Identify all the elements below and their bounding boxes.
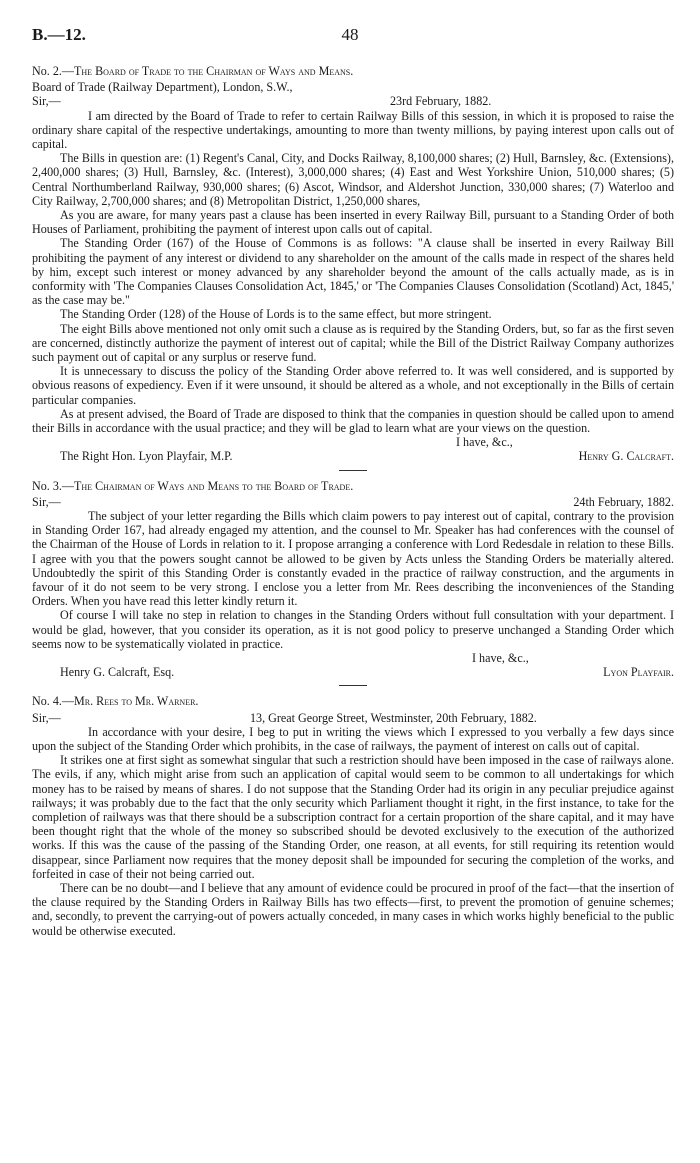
letter-number: No. 4.— [32, 694, 74, 709]
letter-heading: The Board of Trade to the Chairman of Ways and Means. [74, 64, 354, 78]
letter-title [32, 64, 674, 78]
addressee-signature-row [32, 665, 674, 679]
section-divider [339, 470, 367, 471]
paragraph: The Standing Order (167) of the House of Commons is as follows: "A clause shall be inserted in every Railway Bill prohibiting the payment of any interest or dividend to any shareholder on the amount of the calls made in respect of the shares held by him, except such interest or money advanced by any shareholder beyond the amount of the calls actually made, as is in conformity with 'The Companies Clauses Consolidation Act, 1845,' or 'The Companies Clauses Consolidation (Scotland) Act, 1845,' as the case may be." [32, 236, 674, 308]
document-body [32, 64, 674, 938]
salutation: Sir,— [32, 710, 61, 725]
signature: Henry G. Calcraft. [578, 449, 674, 464]
letter-number: No. 3.— [32, 478, 74, 493]
addressee: The Right Hon. Lyon Playfair, M.P. [60, 449, 233, 464]
paragraph: In accordance with your desire, I beg to put in writing the views which I expressed to you verbally a few days since upon the subject of the Standing Order which prohibits, in the case of railways, the payment of interest on calls out of capital. [32, 724, 674, 754]
salutation: Sir,— [32, 94, 61, 109]
sender-address: Board of Trade (Railway Department), London, S.W., [32, 80, 293, 95]
paragraph: As at present advised, the Board of Trade are disposed to think that the companies in question should be called upon to amend their Bills in accordance with the usual practice; and they will be glad to learn what are your views on the question. [32, 406, 674, 436]
addressee-signature-row [32, 449, 674, 463]
page-number: 48 [341, 25, 359, 44]
letter-title [32, 479, 674, 493]
page-header [32, 25, 668, 50]
addressee: Henry G. Calcraft, Esq. [60, 665, 175, 680]
letter-heading: Mr. Rees to Mr. Warner. [74, 694, 199, 709]
letter-date: 24th February, 1882. [573, 494, 674, 509]
letter-date: 13, Great George Street, Westminster, 20th February, 1882. [250, 710, 537, 725]
paragraph: The eight Bills above mentioned not only omit such a clause as is required by the Standing Orders, but, so far as the first seven are concerned, distinctly authorize the payment of interest out of capital; while the Bill of the District Railway Company authorizes such payment out of capital or any surplus or reserve fund. [32, 321, 674, 365]
letter-date: 23rd February, 1882. [390, 94, 492, 109]
paragraph: The Standing Order (128) of the House of Lords is to the same effect, but more stringent. [60, 307, 492, 322]
closing-row [32, 651, 674, 665]
letter-no-3 [32, 479, 674, 680]
salutation-date-row [32, 711, 674, 725]
closing: I have, &c., [456, 435, 513, 450]
closing: I have, &c., [472, 651, 529, 666]
signature: Lyon Playfair. [603, 665, 674, 680]
letter-heading: The Chairman of Ways and Means to the Board of Trade. [74, 478, 354, 493]
letter-title [32, 694, 674, 708]
paragraph: As you are aware, for many years past a clause has been inserted in every Railway Bill, pursuant to a Standing Order of both Houses of Parliament, prohibiting the payment of interest upon calls out of capital. [32, 208, 674, 237]
paragraph: It strikes one at first sight as somewhat singular that such a restriction should have been imposed in the case of railways alone. The evils, if any, which might arise from such an application of capital would seem to be common to all undertakings for which money has to be raised by means of shares. I do not suppose that the Standing Order had its origin in any peculiar prejudice against railways; it was probably due to the fact that the only security which Parliament thought it right, in the first instance, to take for the completion of railways was that there should be a subscription contract for a certain proportion of the share capital, and it may have been thought right that the whole of the money so subscribed should be devoted exclusively to the execution of the authorized works. If this was the cause of the passing of the Standing Order, one reason, at all events, for still requiring its retention would disappear, since Parliament now requires that the money deposit shall be impounded for securing the completion of the works, and forfeited in case of their not being carried out. [32, 753, 674, 881]
salutation-date-row [32, 94, 674, 108]
letter-no-2 [32, 64, 674, 464]
salutation-date-row [32, 495, 674, 509]
section-divider [339, 685, 367, 686]
letter-number: No. 2.— [32, 64, 74, 78]
closing-row [32, 435, 674, 449]
salutation: Sir,— [32, 494, 61, 509]
paragraph: The Bills in question are: (1) Regent's Canal, City, and Docks Railway, 8,100,000 shares; (2) Hull, Barnsley, &c. (Extensions), 2,400,000 shares; (3) Hull, Barnsley, &c. (Interest), 3,000,000 shares; (4) East and West Yorkshire Union, 510,000 shares; (5) Central Northumberland Railway, 930,000 shares; (6) Ascot, Windsor, and Aldershot Junction, 330,000 shares; (7) Waterloo and City Railway, 2,700,000 shares; and (8) Metropolitan District, 1,250,000 shares, [32, 151, 674, 208]
paragraph: I am directed by the Board of Trade to refer to certain Railway Bills of this session, in which it is proposed to raise the ordinary share capital of the respective undertakings, amounting to more than twenty millions, by paying interest upon calls out of capital. [32, 108, 674, 151]
paragraph: It is unnecessary to discuss the policy of the Standing Order above referred to. It was well considered, and is supported by obvious reasons of expediency. Even if it were unsound, it should be altered as a whole, and not exceptionally in the Bills of certain particular companies. [32, 364, 674, 407]
letter-no-4 [32, 694, 674, 937]
document-reference: B.—12. [32, 25, 86, 44]
paragraph: Of course I will take no step in relation to changes in the Standing Orders without full consultation with your department. I would be glad, however, that you consider its operation, as it is not good policy to preserve unchanged a Standing Order which seems now to be systematically violated in practice. [32, 608, 674, 651]
paragraph: There can be no doubt—and I believe that any amount of evidence could be procured in proof of the fact—that the insertion of the clause required by the Standing Orders in Railway Bills has two effects—first, to prevent the promotion of genuine schemes; and, secondly, to prevent the carrying-out of powers actually conceded, in many cases in which works highly beneficial to the public would be otherwise executed. [32, 881, 674, 938]
paragraph: The subject of your letter regarding the Bills which claim powers to pay interest out of capital, contrary to the provision in Standing Order 167, had already engaged my attention, and the counsel to Mr. Speaker has had conferences with the counsel of the Chairman of the House of Lords in relation to it. I propose arranging a conference with Lord Redesdale in relation to these Bills. I agree with you that the powers sought cannot be allowed to be given by Acts unless the Standing Orders be materially altered. Undoubtedly the spirit of this Standing Order is constantly evaded in the practice of railway construction, and the arguments in favour of it do not seem to be very strong. I enclose you a letter from Mr. Rees describing the inconveniences of the Standing Orders. When you have read this letter kindly return it. [32, 509, 674, 609]
